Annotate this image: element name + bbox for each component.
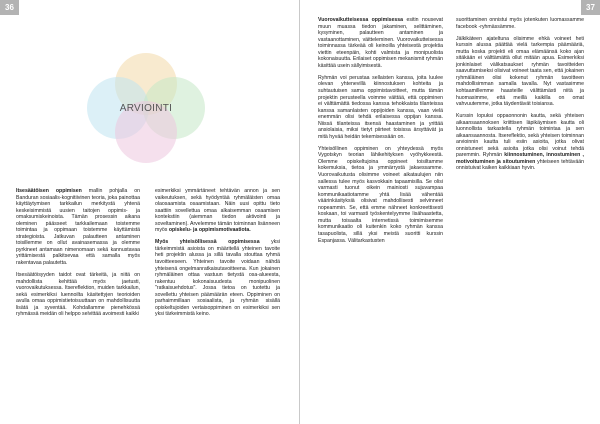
bold-term: kiinnostuminen, innostuminen , motivoituminen ja sitoutuminen <box>456 152 584 165</box>
bold-term: opiskelu- ja oppimismotivaatiota. <box>168 227 251 234</box>
body-text: esitin nousevat muun muassa tiedon jakaminen, selittäminen, kysyminen, palautteen antaminen ja vastaanottaminen, väitteleminen. Vuorovaikutteisessa toiminnassa tärkeää oli keinoilla yhteisestä projektia viettin eteenpäin, kohti valmista ja monipuolista kokonaisuutta. Erilaiset oppimisen mekanismit ryhmän käsittää usein sällyimisestä. <box>318 17 443 69</box>
body-text: yksi tärkeimmistä asioista on määritellä yhteinen tavoite heti projektin alussa ja sillä tavalla stouttaa ryhmä tavoitteeseen. Yhteinen tavoite voidaan nähdä yhteisenä ongelmanratkaisutavoitteena. Kun jokainen ryhmäläinen ottaa vastuun tietystä osa-alueesta, rakentuu kokonaisuudesta monipuolinen "ratkaisuehdotus". Jossa tietoa on tuotettu ja sovellettu yhteisen päämäärän eteen. Oppiminen on parhaimmillaan sosiaalista, ja ryhmän sisällä opiskeltujoiden vertaisoppiminen on esimerkiksi sen yksi tärkeimmistä keino. <box>155 239 280 318</box>
paragraph <box>456 36 584 108</box>
page-number-right: 37 <box>581 0 600 15</box>
paragraph <box>155 239 280 318</box>
bold-term: Vuorovaikutteisessa oppimisessa <box>318 17 404 23</box>
paragraph <box>456 113 584 172</box>
body-text: mallin pohjalla on Banduran sosiaalis-kognitiivinen teoria, joka painottaa käyttäytymisen tarkkailun merkitystä yhtenä keskeisimmistä uusien taitojen oppimis- ja omaksumiskeinoista. Tämän prosessin aikana oleminen päässeet tarkkailemaan toistemme toimintaa ja oppimaan toistemme käyttämistä strategioista. Jatkuvan palautteen antaminen toisillemme on ollut avainasemassa ja olemme pyrkineet antamaan nimenomaan sekä kannustavaa yrittämisestä palkitsevaa että samalla myös rakentavaa palautetta. <box>16 188 140 267</box>
paragraph <box>318 146 443 244</box>
venn-diagram <box>77 50 215 170</box>
body-text: esimerkiksi ymmärtäneet tehtävän annon ja sen vaikeutuksen, sekä hyödyntää ryhmäläisten omaa olaosaamista osaamistaan. Näin uusi opittu tieto saattiin sovellettua omaa alkaisemman osaamisen kontekstiin (aiemman tiedon aktivointi ja soveltaminen). Arvelemme tämän toiminnan lisänneen myös <box>155 188 280 234</box>
venn-label: ARVIOINTI <box>119 103 173 114</box>
paragraph <box>318 75 443 140</box>
body-text: Kurssin lopuksi oppaonnonin kautta, sekä yhteisen aikaansaannoksen kriittisen läpikäymisen kautta oli luonnollista tarkastella ryhmän toimintaa ja sen aikaansaannosta. Itsereflektio, sekä yhteisen toiminnan arvioinnin kautta tuli esiin asioita, jotka olivat onnistuneet sekä asioita jotka olisi voinut tehdä paremmin. Ryhmän <box>456 113 584 159</box>
body-text: Ryhmän voi perustaa sellaisten kanssa, joita luulee olevan yhtenevillä kiinnostuksen kohteita ja suhtautuisen sama oppimistavoitteet, mutta tämän projektin perusteella voimme väittää, että oppiminen ei välttämättä tiedossa kanssa tehokkaista tilanteissa kanssa samanlaisten oppijoiden kanssa, vaan vielä enemmän olisi tehdä erilaisessa oppijan kanssa. Niissä tilanteissa itsensä haastaminen ja yrittää ansiolaisia, miksi tietyt piirteet toisissa ärsyttävät ja mitä hyvää heidän tekemisessään on. <box>318 74 443 140</box>
body-text: Itsesäätöisyyden taidot ovat tärkeitä, ja niitä on mahdollista kehittää myös jaetusti, vuorovaikutuksessa. Itsereflektion, muiden tarkkailun, sekä esimerkiksi luennoilta käsitettyjen teorioiden avulla omaa oppimistietoisuuttaan on mahdollisuutta lisätä ja syventää. Kohdallamme pienehkössä ryhmässä meidän oli helppo selvittää avoimesti kaikki <box>16 272 140 318</box>
bold-term: Itsesäätöisen oppimisen <box>16 188 82 194</box>
paragraph <box>16 188 140 267</box>
text-column-1 <box>16 188 140 323</box>
paragraph <box>155 188 280 234</box>
bold-term: Myös yhteisöllisessä oppimisessa <box>155 239 260 246</box>
paragraph <box>16 272 140 318</box>
paragraph <box>456 17 584 30</box>
page-spine <box>299 0 300 424</box>
paragraph <box>318 17 443 69</box>
body-text: yhteiseen tehtävään onnistuivat kaiken kaikkiaan hyvin. <box>456 158 584 172</box>
body-text: Yhteisöllinen oppiminen on yhteydessä myös Vygotskyn teorian lähikehityksen vyöhykkeestä. Olemme opiskeltujoina oppineet toisiltamme kokemuksia, tietoa ja ymmärrystä jakaessamme. Vuorovaikutusta olisimme voineet aikataulujen niin sallessa tulee myös kasvokkain tapaamisilla. Se olisi varmasti tuonut oikein mainiosti sujuvampaa kommunikaatiotamme yhtä lisää vähentää väärinkäsityksiä olisivat mahdollisesti selvinneet nopeammin. Se, että emme nähneet konkreettisesti koskaan, toi varmasti työskentelyymme lisähaastetta, mutta toisaalta internetissä toimimisemme kommunikaatio oli kuitenkin koko ryhmän kanssa tasapuolista, sillä yksi meistä suoritti kurssin Espanjassa. Välitarkastusten <box>318 145 443 244</box>
body-text: Jälkikäteen ajateltuna olisimme ehkä voineet heti kurssin alussa päättää vielä tarkempia päämääriä, mutta koska projekti eli omaa elämäänsä koko ajan sitäkään ei välttämättä ollut mitään apua. Esimerkiksi jonkinlaiset välikatsaukset ryhmän tavoitteiden saavuttamiseksi olisivat voineet taata sen, että jokainen ryhmäläinen olisi kokenut ryhmän tavoitteen mahdollisimman samalla tavalla. Nyt vastasimme kohtaamillemme haasteille välittämästi niitä ja huomasimme, että meillä kaikilla on omat vahvuutemme, jotka täydentävät toisiansa. <box>456 35 584 108</box>
text-column-3 <box>318 17 443 250</box>
text-column-2 <box>155 188 280 323</box>
text-column-4 <box>456 17 584 178</box>
page-number-left: 36 <box>0 0 19 15</box>
body-text: suorittaminen onnistui myös jotenkuten luomassamme facebook -ryhmässämme. <box>456 17 584 30</box>
